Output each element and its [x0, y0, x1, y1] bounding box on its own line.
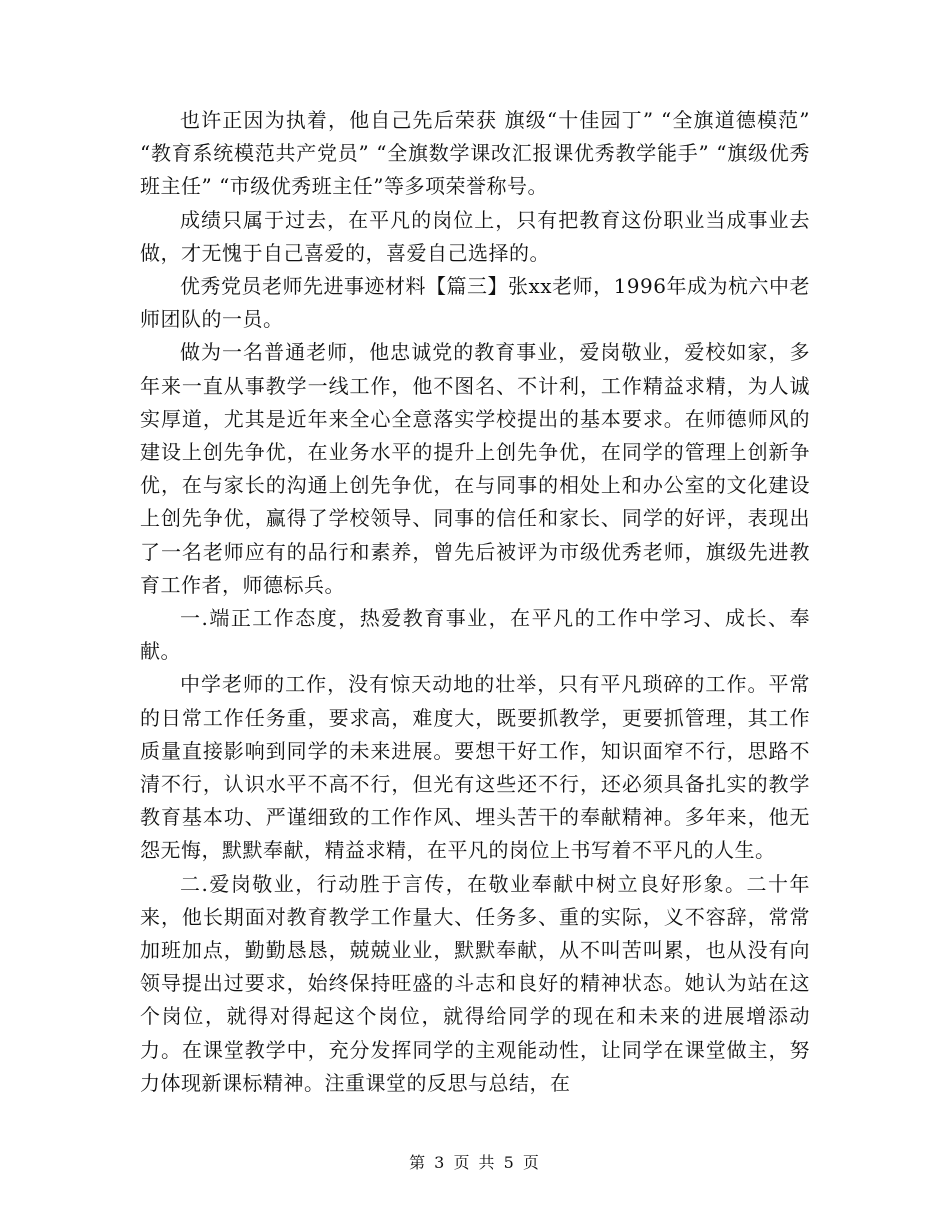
paragraph-4: 做为一名普通老师，他忠诚党的教育事业，爱岗敬业，爱校如家，多年来一直从事教学一线工作，他不图名、不计利，工作精益求精，为人诚实厚道，尤其是近年来全心全意落实学校提出的基本要求。在师德师风的建设上创先争优，在业务水平的提升上创先争优，在同学的管理上创新争优，在与家长的沟通上创先争优，在与同事的相处上和办公室的文化建设上创先争优，赢得了学校领导、同事的信任和家长、同学的好评，表现出了一名老师应有的品行和素养，曾先后被评为市级优秀老师，旗级先进教育工作者，师德标兵。 — [140, 340, 810, 597]
document-body — [140, 104, 810, 1100]
page-footer — [0, 1150, 950, 1173]
paragraph-2: 成绩只属于过去，在平凡的岗位上，只有把教育这份职业当成事业去做，才无愧于自己喜爱的，喜爱自己选择的。 — [140, 207, 810, 265]
paragraph-3: 优秀党员老师先进事迹材料【篇三】张xx老师，1996年成为杭六中老师团队的一员。 — [140, 274, 810, 332]
paragraph-6: 中学老师的工作，没有惊天动地的壮举，只有平凡琐碎的工作。平常的日常工作任务重，要求高，难度大，既要抓教学，更要抓管理，其工作质量直接影响到同学的未来进展。要想干好工作，知识面窄不行，思路不清不行，认识水平不高不行，但光有这些还不行，还必须具备扎实的教学教育基本功、严谨细致的工作作风、埋头苦干的奉献精神。多年来，他无怨无悔，默默奉献，精益求精，在平凡的岗位上书写着不平凡的人生。 — [140, 672, 810, 863]
page-number: 第 3 页 共 5 页 — [409, 1153, 541, 1172]
paragraph-1: 也许正因为执着，他自己先后荣获 旗级“十佳园丁” “全旗道德模范” “教育系统模范共产党员” “全旗数学课改汇报课优秀教学能手” “旗级优秀班主任” “市级优秀班主任”等多项荣誉称号。 — [140, 108, 810, 199]
paragraph-7: 二.爱岗敬业，行动胜于言传，在敬业奉献中树立良好形象。二十年来，他长期面对教育教学工作量大、任务多、重的实际，义不容辞，常常加班加点，勤勤恳恳，兢兢业业，默默奉献，从不叫苦叫累，也从没有向领导提出过要求，始终保持旺盛的斗志和良好的精神状态。她认为站在这个岗位，就得对得起这个岗位，就得给同学的现在和未来的进展增添动力。在课堂教学中，充分发挥同学的主观能动性，让同学在课堂做主，努力体现新课标精神。注重课堂的反思与总结，在 — [140, 871, 810, 1095]
paragraph-5: 一.端正工作态度，热爱教育事业，在平凡的工作中学习、成长、奉献。 — [140, 606, 810, 664]
